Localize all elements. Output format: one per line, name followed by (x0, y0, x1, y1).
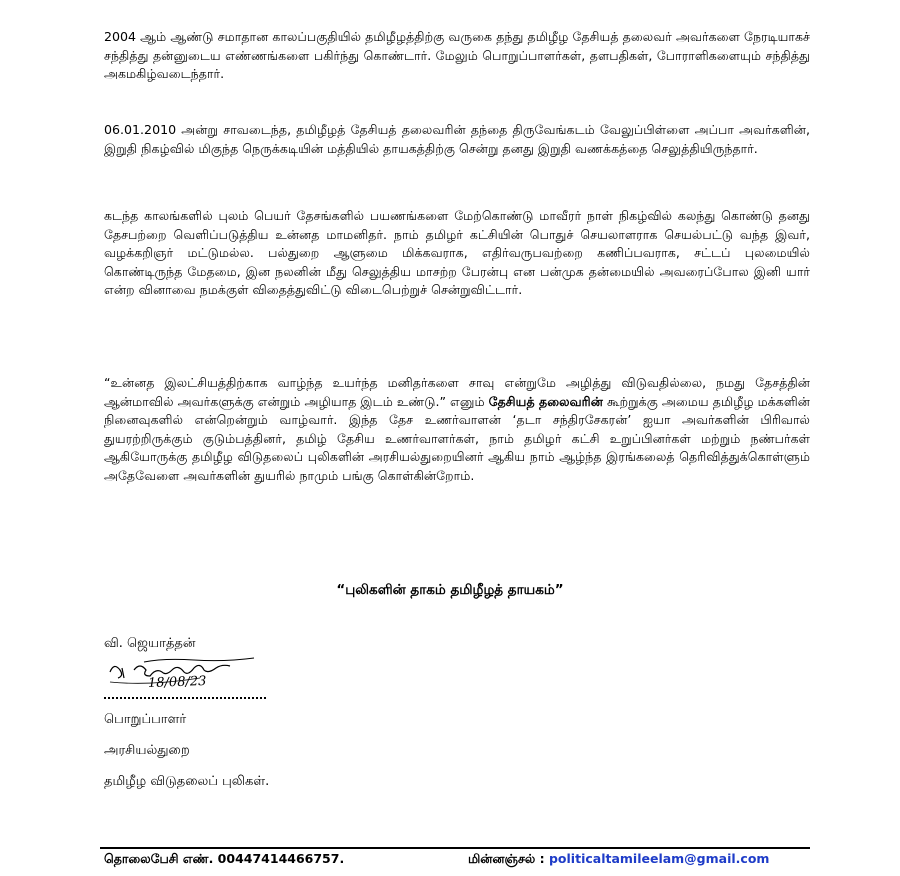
signer-organization: தமிழீழ விடுதலைப் புலிகள். (104, 774, 270, 789)
footer-email (468, 851, 769, 868)
condolence-rest-text: கூற்றுக்கு அமைய தமிழீழ மக்களின் நினைவுகளில் என்றென்றும் வாழ்வார். இந்த தேச உணர்வாளன் ‘தடா சந்திரசேகரன்’ ஐயா அவர்களின் பிரிவால் துயரற்றிருக்கும் குடும்பத்தினர், தமிழ் தேசிய உணர்வாளர்கள், நாம் தமிழர் கட்சி உறுப்பினர்கள் மற்றும் நண்பர்கள் ஆகியோருக்கு தமிழீழ விடுதலைப் புலிகளின் அரசியல்துறையினர் ஆகிய நாம் ஆழ்ந்த இரங்கலைத் தெரிவித்துக்கொள்ளும் அதேவேளை அவர்களின் துயரில் நாமும் பங்கு கொள்கின்றோம். (104, 393, 810, 483)
paragraph-condolence (104, 374, 810, 486)
signer-department: அரசியல்துறை (104, 743, 190, 758)
signer-name: வி. ஜெயாத்தன் (104, 636, 196, 651)
signature-line (104, 697, 266, 699)
footer-divider (100, 847, 810, 849)
paragraph-tribute: கடந்த காலங்களில் புலம் பெயர் தேசங்களில் பயணங்களை மேற்கொண்டு மாவீரர் நாள் நிகழ்வில் கலந்து கொண்டு தனது தேசபற்றை வெளிப்படுத்திய உன்னத மாமனிதர். நாம் தமிழர் கட்சியின் பொதுச் செயலாளராக செயல்பட்டு வந்த இவர், வழக்கறிஞர் மட்டுமல்ல. பல்துறை ஆளுமை மிக்கவராக, எதிர்வருபவற்றை கணிப்பவராக, சட்டப் புலமையில் கொண்டிருந்த மேதமை, இன நலனின் மீது செலுத்திய மாசற்ற பேரன்பு என பன்முக தன்மையில் அவரைப்போல இனி யார் என்ற வினாவை நமக்குள் விதைத்துவிட்டு விடைபெற்றுச் சென்றுவிட்டார். (104, 208, 810, 298)
slogan: “புலிகளின் தாகம் தமிழீழத் தாயகம்” (336, 582, 564, 598)
paragraph-father-funeral: 06.01.2010 அன்று சாவடைந்த, தமிழீழத் தேசியத் தலைவரின் தந்தை திருவேங்கடம் வேலுப்பிள்ளை அப்பா அவர்களின், இறுதி நிகழ்வில் மிகுந்த நெருக்கடியின் மத்தியில் தாயகத்திற்கு சென்று தனது இறுதி வணக்கத்தை செலுத்தியிருந்தார். (104, 122, 810, 156)
footer-phone: தொலைபேசி எண். 00447414466757. (104, 851, 345, 866)
signature-date: 18/08/23 (147, 673, 207, 692)
paragraph-visit-2004: 2004 ஆம் ஆண்டு சமாதான காலப்பகுதியில் தமிழீழத்திற்கு வருகை தந்து தமிழீழ தேசியத் தலைவர் அவர்களை நேரடியாகச் சந்தித்து தன்னுடைய எண்ணங்களை பகிர்ந்து கொண்டார். மேலும் பொறுப்பாளர்கள், தளபதிகள், போராளிகளையும் சந்தித்து அகமகிழ்வடைந்தார். (104, 29, 810, 82)
email-link[interactable]: politicaltamileelam@gmail.com (548, 851, 770, 866)
signer-title: பொறுப்பாளர் (104, 712, 187, 727)
condolence-bold-leader: தேசியத் தலைவரின் (488, 393, 603, 409)
footer-email-label: மின்னஞ்சல் : (468, 851, 549, 866)
condolence-quote-text: “உன்னத இலட்சியத்திற்காக வாழ்ந்த உயர்ந்த மனிதர்களை சாவு என்றுமே அழித்து விடுவதில்லை, நமது தேசத்தின் ஆன்மாவில் அவர்களுக்கு என்றும் அழியாத இடம் உண்டு.” எனும் (104, 375, 810, 409)
